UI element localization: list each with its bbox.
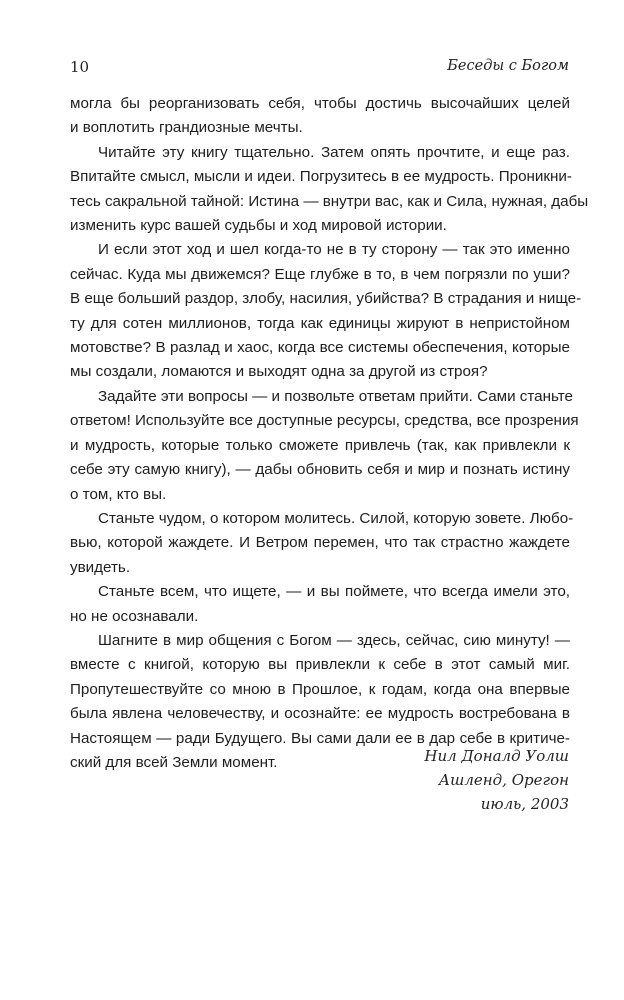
text-line: Читайте эту книгу тщательно. Затем опять прочтите, и еще раз. <box>98 143 570 161</box>
text-line: ответом! Используйте все доступные ресурсы, средства, все прозрения <box>70 412 579 430</box>
text-line: В еще больший раздор, злобу, насилия, убийства? В страдания и нище- <box>70 290 582 308</box>
text-line: изменить курс вашей судьбы и ход мировой истории. <box>70 217 447 235</box>
text-line: Пропутешествуйте со мною в Прошлое, к годам, когда она впервые <box>70 680 570 698</box>
page-number: 10 <box>70 58 90 76</box>
text-line: Впитайте смысл, мысли и идеи. Погрузитесь в ее мудрость. Проникни- <box>70 168 572 186</box>
text-line: ту для сотен миллионов, тогда как единицы жируют в непристойном <box>70 314 570 332</box>
text-line: могла бы реорганизовать себя, чтобы достичь высочайших целей <box>70 95 570 112</box>
text-line: Задайте эти вопросы — и позвольте ответам прийти. Сами станьте <box>98 387 573 405</box>
text-line: мотовстве? В разлад и хаос, когда все системы обеспечения, которые <box>70 339 570 357</box>
text-line: и воплотить грандиозные мечты. <box>70 119 303 137</box>
text-line: Станьте всем, что ищете, — и вы поймете, что всегда имели это, <box>98 583 570 601</box>
running-title: Беседы с Богом <box>447 58 569 74</box>
paragraph <box>70 507 574 580</box>
signature-author: Нил Доналд Уолш <box>424 747 569 765</box>
text-line: тесь сакральной тайной: Истина — внутри вас, как и Сила, нужная, дабы <box>70 192 589 210</box>
paragraph <box>70 580 570 629</box>
text-line: мы создали, ломаются и выходят одна за другой из строя? <box>70 363 488 381</box>
text-line: о том, кто вы. <box>70 485 167 503</box>
text-line: увидеть. <box>70 558 131 576</box>
text-line: вместе с книгой, которую вы привлекли к себе в этот самый миг. <box>70 656 570 674</box>
text-line: вью, которой жаждете. И Ветром перемен, что так страстно жаждете <box>70 534 570 552</box>
text-line: сейчас. Куда мы движемся? Еще глубже в то, в чем погрязли по уши? <box>70 265 570 283</box>
signature-date: июль, 2003 <box>480 795 569 813</box>
text-line: Станьте чудом, о котором молитесь. Силой, которую зовете. Любо- <box>98 509 574 527</box>
signature-block <box>424 744 569 816</box>
signature-place: Ашленд, Орегон <box>438 771 569 789</box>
paragraph <box>70 385 579 507</box>
text-line: была явлена человечеству, и осознайте: ее мудрость востребована в <box>70 705 570 723</box>
text-line: и мудрость, которые только сможете привлечь (так, как привлекли к <box>70 436 570 454</box>
text-line: но не осознавали. <box>70 607 199 625</box>
text-line: ский для всей Земли момент. <box>70 753 278 771</box>
paragraph <box>70 141 589 239</box>
text-line: себе эту самую книгу), — дабы обновить себя и мир и познать истину <box>70 461 570 479</box>
paragraph <box>70 238 582 384</box>
page-header <box>70 58 569 82</box>
text-line: И если этот ход и шел когда-то не в ту сторону — так это именно <box>98 241 570 259</box>
text-line: Настоящем — ради Будущего. Вы сами дали ее в дар себе в критиче- <box>70 729 570 747</box>
text-line: Шагните в мир общения с Богом — здесь, сейчас, сию минуту! — <box>98 631 570 649</box>
paragraph <box>70 92 570 141</box>
body-text <box>70 92 589 775</box>
